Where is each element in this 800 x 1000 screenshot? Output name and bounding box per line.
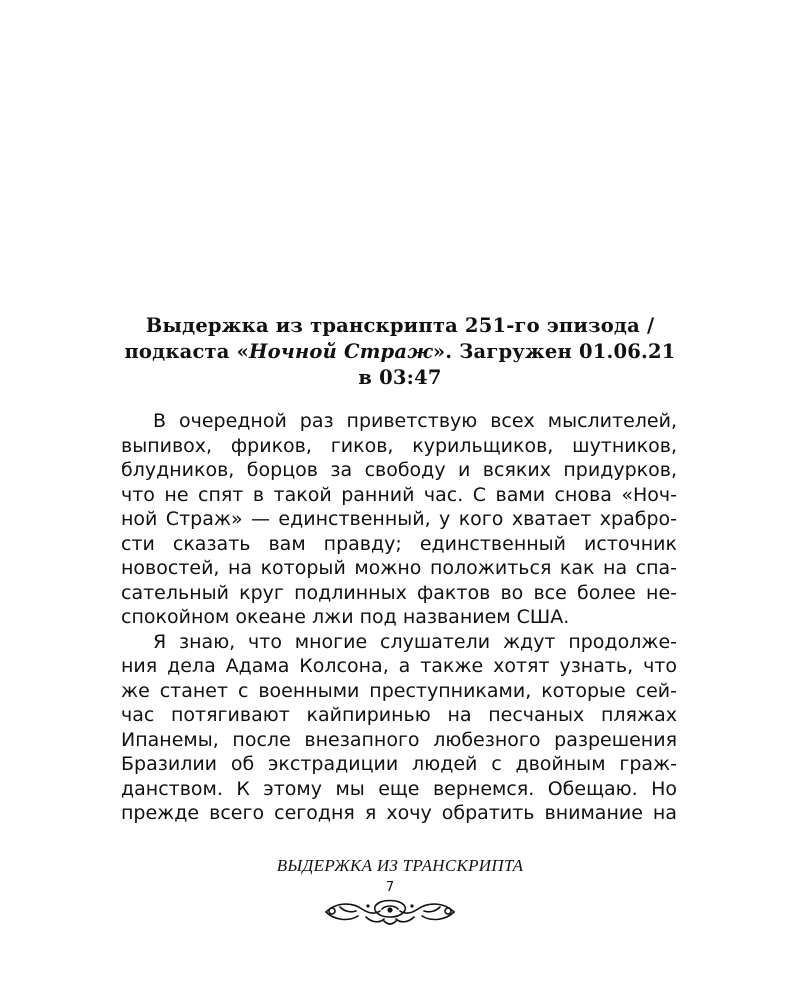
paragraph-line: блудников, борцов за свободу и всяких придурков,	[121, 459, 677, 481]
heading-line-2-prefix: подкаста «	[124, 340, 250, 363]
transcript-body	[121, 409, 677, 826]
paragraph-1	[121, 409, 677, 630]
paragraph-line: сательный круг подлинных фактов во все более не-	[121, 581, 677, 604]
paragraph-line: же станет с военными преступниками, которые сей-	[121, 679, 677, 702]
paragraph-line: что не спят в такой ранний час. С вами снова «Ноч-	[121, 483, 677, 506]
heading-line-2	[100, 339, 700, 365]
paragraph-line: данством. К этому мы еще вернемся. Обещаю. Но	[121, 777, 677, 800]
paragraph-line: новостей, на который можно положиться как на спа-	[121, 557, 677, 579]
paragraph-2	[121, 630, 677, 826]
podcast-name: Ночной Страж	[249, 340, 433, 363]
paragraph-line: Бразилии об экстрадиции людей с двойным граж-	[121, 753, 677, 775]
paragraph-line: Ипанемы, после внезапного любезного разрешения	[121, 728, 677, 751]
paragraph-line: В очередной раз приветствую всех мыслителей,	[153, 410, 677, 432]
paragraph-line: прежде всего сегодня я хочу обратить внимание на	[121, 802, 677, 824]
paragraph-line: сти сказать вам правду; единственный источник	[121, 532, 677, 555]
heading-line-1: Выдержка из транскрипта 251-го эпизода /	[145, 314, 655, 337]
heading-line-2-suffix: ». Загружен 01.06.21	[432, 340, 676, 363]
heading-line-3: в 03:47	[358, 366, 442, 389]
chapter-heading	[100, 313, 700, 391]
paragraph-line: ния дела Адама Колсона, а также хотят узнать, что	[121, 655, 677, 677]
page-number: 7	[385, 880, 395, 895]
paragraph-line: Я знаю, что многие слушатели ждут продолже-	[153, 630, 677, 653]
paragraph-line: выпивох, фриков, гиков, курильщиков, шутников,	[121, 434, 677, 457]
running-title: ВЫДЕРЖКА ИЗ ТРАНСКРИПТА	[276, 856, 524, 875]
paragraph-line: час потягивают кайпиринью на песчаных пляжах	[121, 704, 677, 726]
flourish-ornament-icon	[322, 895, 458, 927]
paragraph-line: ной Страж» — единственный, у кого хватает храбро-	[121, 508, 677, 530]
paragraph-line: спокойном океане лжи под названием США.	[121, 606, 570, 628]
